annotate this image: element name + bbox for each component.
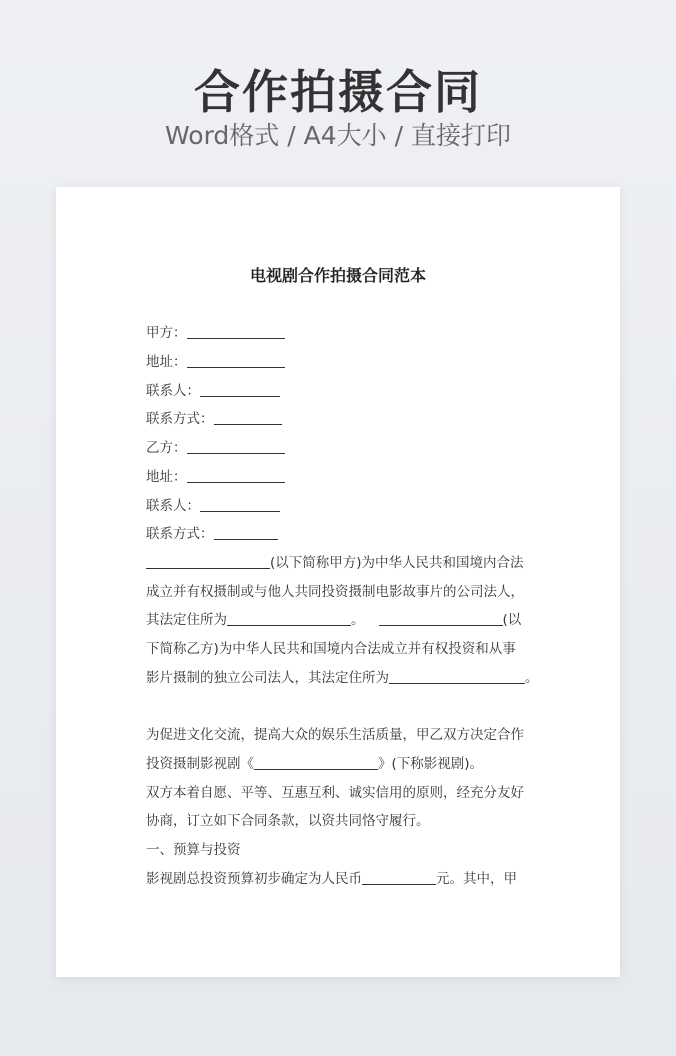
paragraph-line: 影片摄制的独立公司法人，其法定住所为 。 [146,670,539,686]
paragraph-line: 协商，订立如下合同条款，以资共同恪守履行。 [146,813,430,829]
paragraph-line: (以下简称甲方)为中华人民共和国境内合法 [146,553,546,573]
paragraph-line: 影视剧总投资预算初步确定为人民币 元。其中，甲 [146,871,517,887]
party-b-name-field: 乙方： [146,438,546,458]
paragraph-line: 下简称乙方)为中华人民共和国境内合法成立并有权投资和从事 [146,641,516,657]
party-a-phone-field: 联系方式： [146,409,546,429]
paragraph-line: 成立并有权摄制或与他人共同投资摄制电影故事片的公司法人， [146,584,524,600]
paragraph-line: 双方本着自愿、平等、互惠互利、诚实信用的原则，经充分友好 [146,785,524,801]
party-b-contact-field: 联系人： [146,496,546,516]
party-a-contact-field: 联系人： [146,381,546,401]
document-title: 电视剧合作拍摄合同范本 [249,266,426,285]
banner-title: 合作拍摄合同 [194,65,482,119]
party-a-name-field: 甲方： [146,323,546,343]
banner-subtitle: Word格式 / A4大小 / 直接打印 [165,121,511,150]
paragraph-line: 投资摄制影视剧《 》(下称影视剧)。 [146,756,484,772]
document-page [56,187,620,977]
paragraph-line: 其法定住所为 。 (以 [146,612,522,628]
party-b-phone-field: 联系方式： [146,524,546,544]
party-a-address-field: 地址： [146,352,546,372]
paragraph-line: 为促进文化交流，提高大众的娱乐生活质量，甲乙双方决定合作 [146,727,524,743]
party-b-address-field: 地址： [146,467,546,487]
section-heading: 一、预算与投资 [146,842,241,858]
